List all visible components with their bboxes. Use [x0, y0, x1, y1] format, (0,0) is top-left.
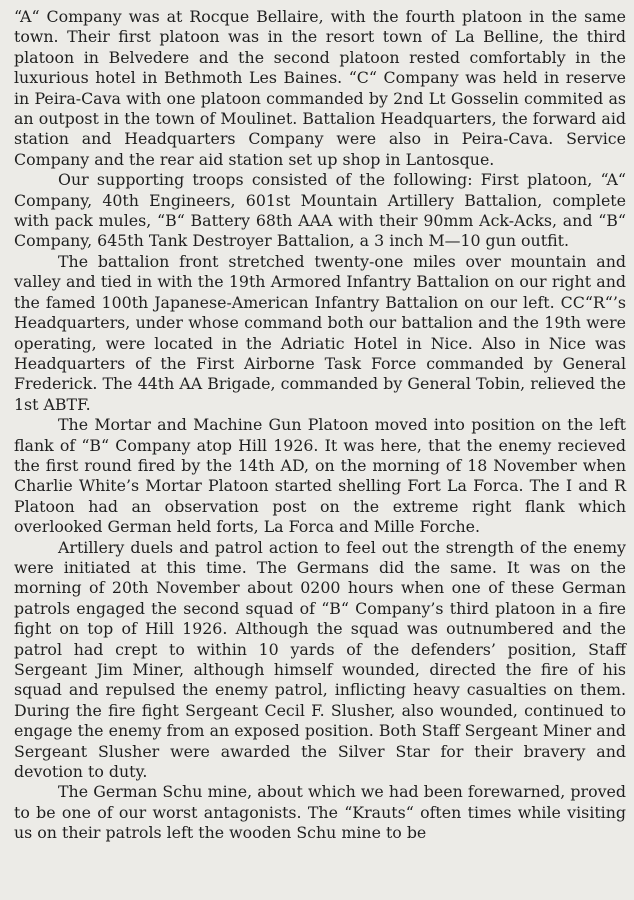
- paragraph-supporting-troops: Our supporting troops consisted of the following: First platoon, “A“ Company, 40th Engineers, 601st Mountain Artillery Battalion, complete with pack mules, “B“ Battery 68th AAA with their 90mm Ack-Acks, and “B“ Company, 645th Tank Destroyer Battalion, a 3 inch M—10 gun outfit.: [14, 170, 626, 251]
- paragraph-battalion-front: The battalion front stretched twenty-one miles over mountain and valley and tied in with the 19th Armored Infantry Battalion on our right and the famed 100th Japanese-American Infantry Battalion on our left. CC“R“’s Headquarters, under whose command both our battalion and the 19th were operating, were located in the Adriatic Hotel in Nice. Also in Nice was Headquarters of the First Airborne Task Force commanded by General Frederick. The 44th AA Brigade, commanded by General Tobin, relieved the 1st ABTF.: [14, 251, 626, 414]
- paragraph-schu-mine: The German Schu mine, about which we had been forewarned, proved to be one of our worst antagonists. The “Krauts“ often times while visiting us on their patrols left the wooden Schu mine to be: [14, 782, 626, 843]
- paragraph-mortar-platoon: The Mortar and Machine Gun Platoon moved into position on the left flank of “B“ Company atop Hill 1926. It was here, that the enemy recieved the first round fired by the 14th AD, on the morning of 18 November when Charlie White’s Mortar Platoon started shelling Fort La Forca. The I and R Platoon had an observation post on the extreme right flank which overlooked German held forts, La Forca and Mille Forche.: [14, 415, 626, 537]
- paragraph-patrol-action: Artillery duels and patrol action to feel out the strength of the enemy were initiated at this time. The Germans did the same. It was on the morning of 20th November about 0200 hours when one of these German patrols engaged the second squad of “B“ Company’s third platoon in a fire fight on top of Hill 1926. Although the squad was outnumbered and the patrol had crept to within 10 yards of the defenders’ position, Staff Sergeant Jim Miner, although himself wounded, directed the fire of his squad and repulsed the enemy patrol, inflicting heavy casualties on them. During the fire fight Sergeant Cecil F. Slusher, also wounded, continued to engage the enemy from an exposed position. Both Staff Sergeant Miner and Sergeant Slusher were awarded the Silver Star for their bravery and devotion to duty.: [14, 537, 626, 782]
- paragraph-company-positions: “A“ Company was at Rocque Bellaire, with the fourth platoon in the same town. Their first platoon was in the resort town of La Belline, the third platoon in Belvedere and the second platoon rested comfortably in the luxurious hotel in Bethmoth Les Baines. “C“ Company was held in reserve in Peira-Cava with one platoon commanded by 2nd Lt Gosselin commited as an outpost in the town of Moulinet. Battalion Headquarters, the forward aid station and Headquarters Company were also in Peira-Cava. Service Company and the rear aid station set up shop in Lantosque.: [14, 7, 626, 169]
